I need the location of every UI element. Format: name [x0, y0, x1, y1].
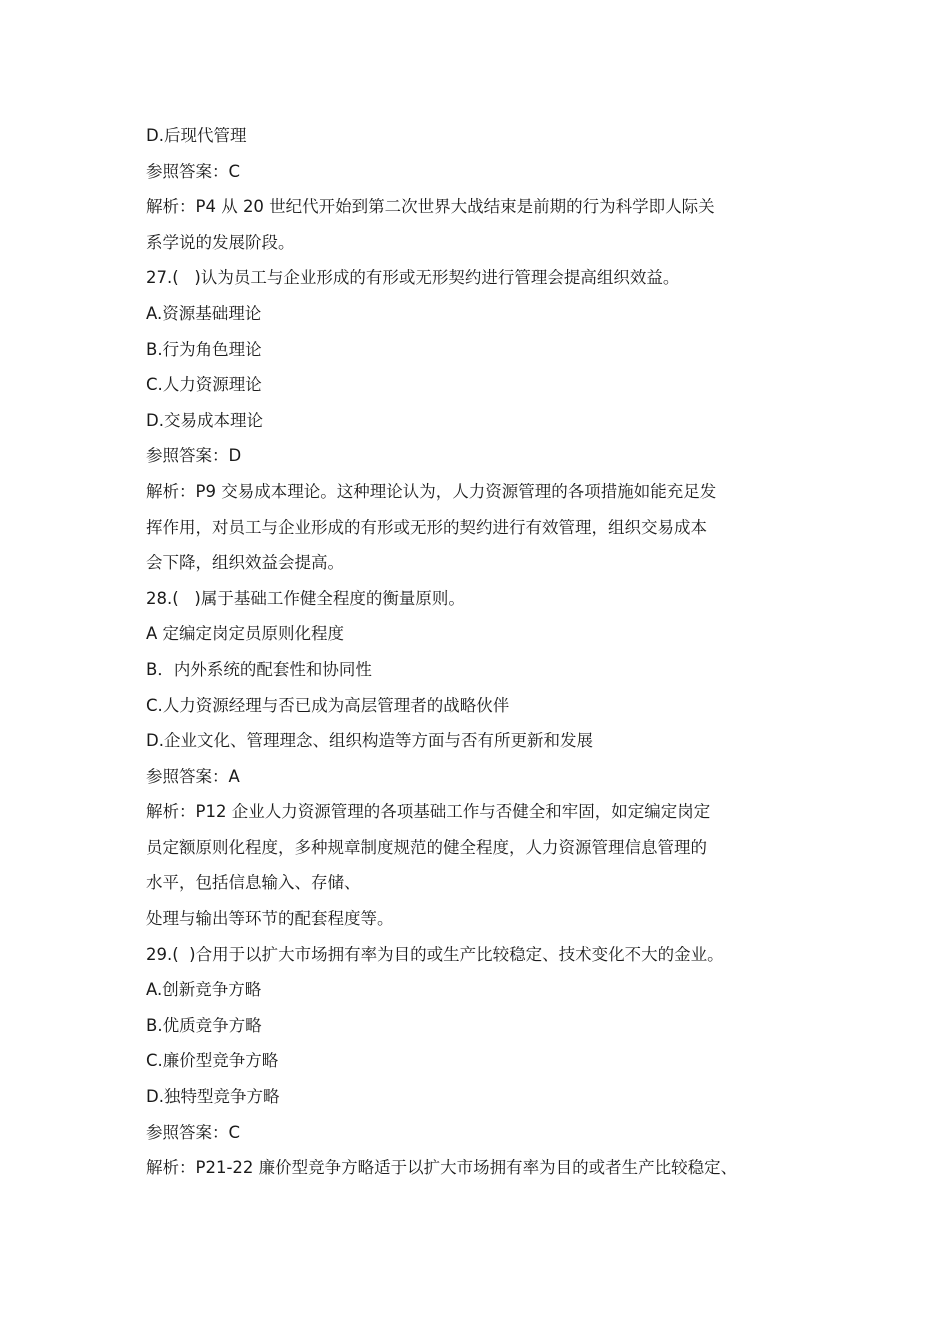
answer-line: 参照答案：D [146, 446, 242, 466]
option-c-line: C.廉价型竞争方略 [146, 1051, 279, 1071]
explanation-line: 员定额原则化程度，多种规章制度规范的健全程度，人力资源管理信息管理的 [146, 837, 707, 857]
option-b-line: B.优质竞争方略 [146, 1015, 262, 1035]
question-28: 28.( )属于基础工作健全程度的衡量原则。 [146, 588, 465, 608]
explanation-line: 解析：P9 交易成本理论。这种理论认为，人力资源管理的各项措施如能充足发 [146, 481, 717, 501]
option-b-line: B．内外系统的配套性和协同性 [146, 659, 372, 679]
answer-line: 参照答案：C [146, 161, 241, 181]
explanation-line: 水平，包括信息输入、存储、 [146, 873, 361, 893]
explanation-line: 系学说的发展阶段。 [146, 232, 295, 252]
option-b-line: B.行为角色理论 [146, 339, 262, 359]
option-a-line: A.资源基础理论 [146, 303, 262, 323]
option-a-line: A.创新竞争方略 [146, 980, 262, 1000]
option-c-line: C.人力资源理论 [146, 375, 262, 395]
option-d-line: D.独特型竞争方略 [146, 1087, 280, 1107]
explanation-line: 挥作用，对员工与企业形成的有形或无形的契约进行有效管理，组织交易成本 [146, 517, 707, 537]
question-27: 27.( )认为员工与企业形成的有形或无形契约进行管理会提高组织效益。 [146, 268, 680, 288]
option-a-line: A 定编定岗定员原则化程度 [146, 624, 345, 644]
answer-line: 参照答案：A [146, 766, 240, 786]
option-d-line: D.后现代管理 [146, 126, 247, 145]
option-d-line: D.交易成本理论 [146, 410, 263, 430]
option-d-line: D.企业文化、管理理念、组织构造等方面与否有所更新和发展 [146, 731, 593, 751]
explanation-line: 会下降，组织效益会提高。 [146, 553, 344, 573]
document-body [146, 118, 826, 1186]
explanation-line: 解析：P21-22 廉价型竞争方略适于以扩大市场拥有率为目的或者生产比较稳定、 [146, 1158, 738, 1178]
answer-line: 参照答案：C [146, 1122, 241, 1142]
question-29: 29.( )合用于以扩大市场拥有率为目的或生产比较稳定、技术变化不大的金业。 [146, 944, 724, 964]
explanation-line: 解析：P12 企业人力资源管理的各项基础工作与否健全和牢固，如定编定岗定 [146, 802, 711, 822]
explanation-line: 处理与输出等环节的配套程度等。 [146, 909, 394, 929]
option-c-line: C.人力资源经理与否已成为高层管理者的战略伙伴 [146, 695, 510, 715]
explanation-line: 解析：P4 从 20 世纪代开始到第二次世界大战结束是前期的行为科学即人际关 [146, 197, 715, 217]
